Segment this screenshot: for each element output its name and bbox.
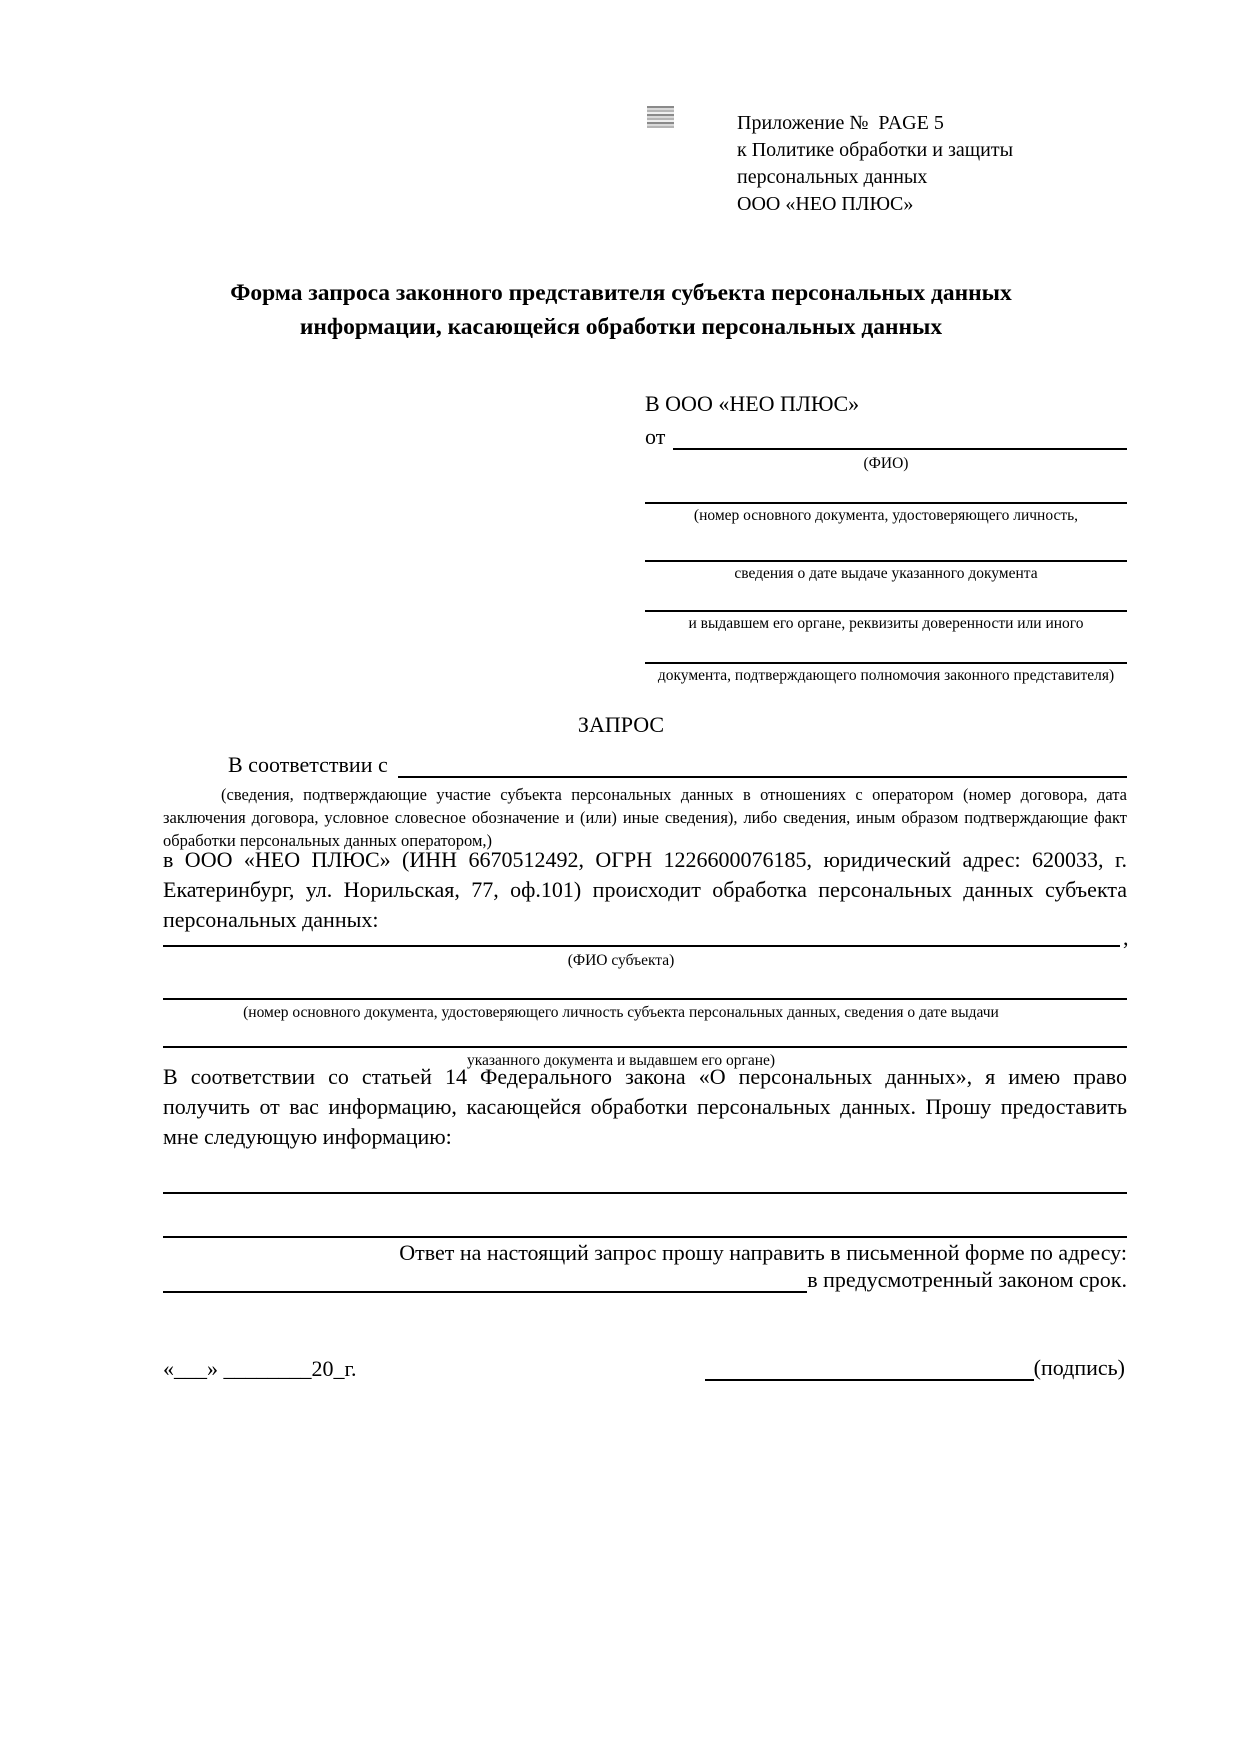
form-title [0,276,1242,344]
signature-field [705,1356,1125,1381]
from-label: от [645,424,666,449]
accordance-field [163,752,1127,778]
information-blank-line-1 [163,1170,1127,1194]
subject-doc-blank-line-1 [163,976,1127,1000]
fine-print-note: (сведения, подтверждающие участие субъекта персональных данных в отношениях с оператором (номер договора, дата заключения договора, условное словесное обозначение и (или) иные сведения), либо сведения, иным образом подтверждающие факт обработки персональных данных оператором,) [163,785,1127,850]
appendix-number-line: Приложение № PAGE 5 [737,112,944,134]
request-heading: ЗАПРОС [577,712,665,737]
caption-fio: (ФИО) [863,455,909,472]
caption-signature: (подпись) [1033,1355,1125,1380]
reply-address-intro: Ответ на настоящий запрос прошу направить в письменной форме по адресу: [399,1240,1127,1265]
operator-paragraph: в ООО «НЕО ПЛЮС» (ИНН 6670512492, ОГРН 1226600076185, юридический адрес: 620033, г. Екатеринбург, ул. Норильская, 77, оф.101) происходит обработка персональных данных субъекта персональных данных: [163,847,1127,932]
form-title-line2: информации, касающейся обработки персональных данных [299,314,943,340]
addressee-block [645,391,1127,701]
subject-doc-blank-line-2 [163,1024,1127,1048]
addressee-to: В ООО «НЕО ПЛЮС» [645,391,860,416]
from-field [645,425,1127,450]
caption-doc-number: (номер основного документа, удостоверяющего личность, [693,507,1079,524]
signature-blank-line [705,1379,1034,1381]
reply-address-field [163,1268,1127,1293]
subject-line-comma: , [1123,925,1129,950]
form-title-line1: Форма запроса законного представителя субъекта персональных данных [230,280,1012,306]
caption-doc-powers: документа, подтверждающего полномочия законного представителя) [657,667,1115,684]
caption-subject-fio: (ФИО субъекта) [567,952,675,969]
company-name: ООО «НЕО ПЛЮС» [737,193,914,215]
from-blank-line [673,448,1127,450]
policy-reference-line2: персональных данных [737,166,928,188]
subject-fio-blank-line [163,923,1120,947]
information-blank-line-2 [163,1214,1127,1238]
caption-subject-doc2: указанного документа и выдавшем его органе) [466,1052,776,1069]
accordance-blank-line [398,776,1127,778]
accordance-label: В соответствии с [228,752,388,777]
caption-doc-authority: и выдавшем его органе, реквизиты доверенности или иного [688,615,1084,632]
representative-doc-blank-line-1 [645,480,1127,504]
reply-tail-text: в предусмотренный законом срок. [807,1267,1127,1292]
law-paragraph: В соответствии со статьей 14 Федерального закона «О персональных данных», я имею право получить от вас информацию, касающейся обработки персональных данных. Прошу предоставить мне следующую информацию: [163,1064,1127,1149]
caption-doc-issue-date: сведения о дате выдаче указанного документа [734,565,1038,582]
reply-address-blank-line [163,1291,807,1293]
representative-doc-blank-line-3 [645,588,1127,612]
representative-doc-blank-line-4 [645,640,1127,664]
caption-subject-doc1: (номер основного документа, удостоверяющего личность субъекта персональных данных, сведения о дате выдачи [243,1004,999,1021]
embedded-object-icon [647,106,674,128]
policy-reference-line1: к Политике обработки и защиты [737,139,1014,161]
date-field: «___» ________20_г. [163,1356,357,1381]
appendix-header [737,110,1157,218]
representative-doc-blank-line-2 [645,538,1127,562]
